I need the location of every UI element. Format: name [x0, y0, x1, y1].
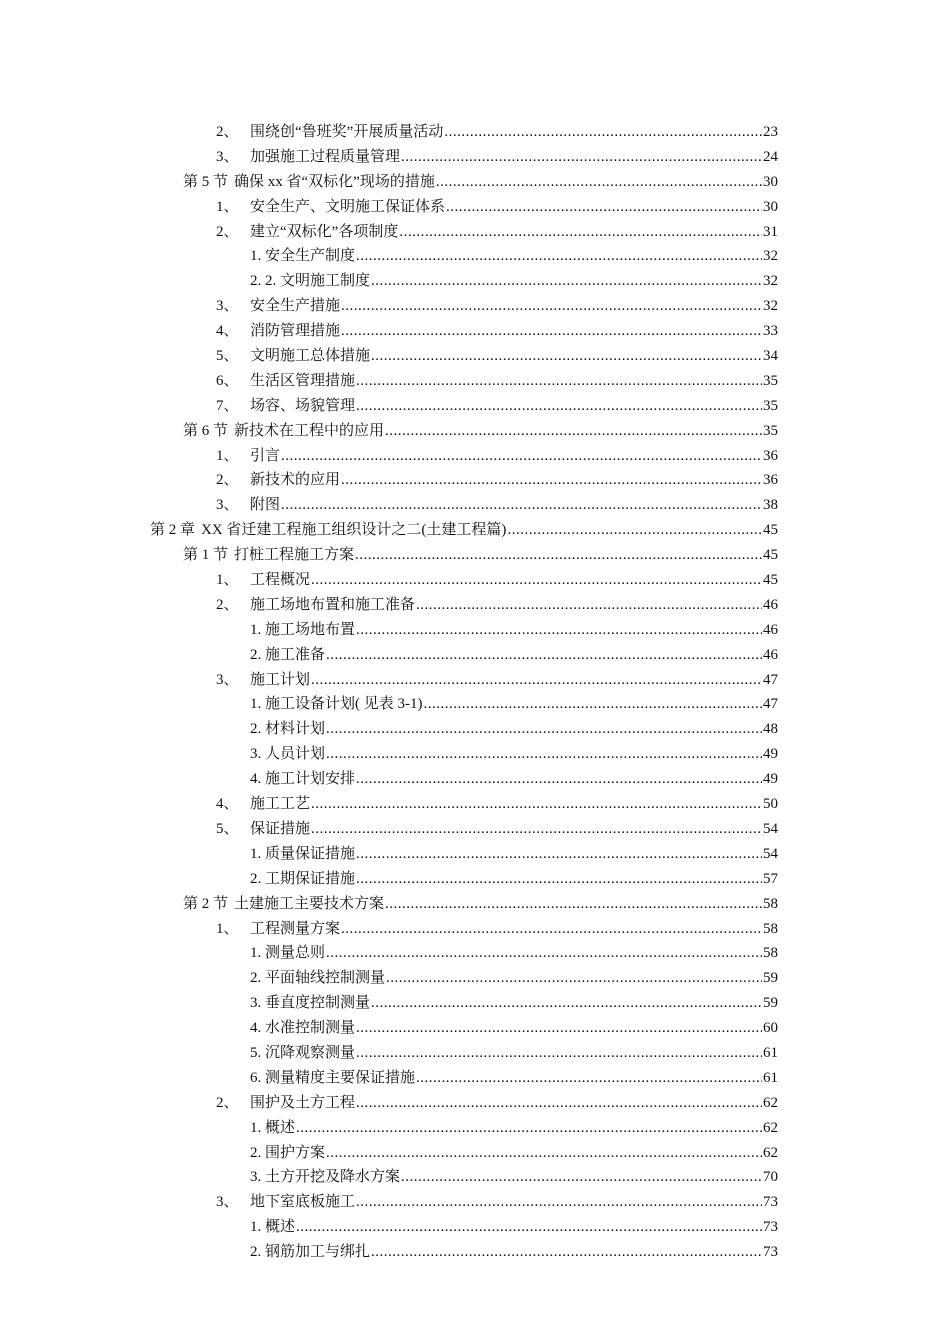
dot-leader [311, 792, 762, 817]
toc-row [0, 991, 950, 1016]
dot-leader [507, 518, 762, 543]
toc-entry-page-number: 24 [763, 148, 778, 165]
toc-row [0, 966, 950, 991]
toc-entry-number: 3、 [216, 1194, 239, 1211]
toc-entry-title: 生活区管理措施 [250, 372, 356, 389]
toc-entry-link[interactable] [250, 1165, 778, 1190]
toc-entry-number: 第 1 节 [183, 547, 229, 564]
toc-entry-page-number: 54 [763, 845, 778, 862]
dot-leader [385, 419, 762, 444]
toc-entry-title: 3. 垂直度控制测量 [250, 995, 371, 1012]
toc-entry-title: 2. 钢筋加工与绑扎 [250, 1244, 371, 1261]
toc-entry-number: 1、 [216, 447, 239, 464]
toc-entry-link[interactable] [216, 493, 778, 518]
toc-entry-number: 2、 [216, 223, 239, 240]
toc-row [0, 220, 950, 245]
toc-row [0, 1016, 950, 1041]
toc-entry-title: 2. 施工准备 [250, 646, 326, 663]
dot-leader [356, 618, 762, 643]
toc-entry-number: 3、 [216, 671, 239, 688]
toc-entry-title: 1. 测量总则 [250, 945, 326, 962]
toc-entry-title: 1. 施工设备计划( 见表 3-1) [250, 696, 423, 713]
toc-entry-link[interactable] [250, 1116, 778, 1141]
toc-entry-link[interactable] [183, 892, 778, 917]
toc-row [0, 941, 950, 966]
toc-entry-title: XX 省迁建工程施工组织设计之二(土建工程篇) [201, 522, 507, 539]
dot-leader [326, 717, 762, 742]
toc-entry-page-number: 31 [763, 223, 778, 240]
toc-entry-number: 3、 [216, 148, 239, 165]
toc-entry-page-number: 47 [763, 671, 778, 688]
dot-leader [356, 1041, 762, 1066]
toc-entry-title: 4. 水准控制测量 [250, 1020, 356, 1037]
toc-entry-link[interactable] [250, 742, 778, 767]
toc-entry-link[interactable] [216, 145, 778, 170]
toc-entry-page-number: 46 [763, 596, 778, 613]
toc-entry-page-number: 30 [763, 198, 778, 215]
toc-row [0, 742, 950, 767]
toc-entry-page-number: 45 [763, 547, 778, 564]
toc-row [0, 692, 950, 717]
toc-entry-title: 新技术在工程中的应用 [234, 422, 385, 439]
toc-entry-link[interactable] [250, 1141, 778, 1166]
toc-entry-page-number: 47 [763, 696, 778, 713]
table-of-contents [0, 120, 950, 1265]
toc-row [0, 1091, 950, 1116]
dot-leader [326, 1141, 762, 1166]
toc-entry-title: 地下室底板施工 [250, 1194, 356, 1211]
dot-leader [401, 145, 762, 170]
toc-entry-page-number: 61 [763, 1044, 778, 1061]
toc-entry-number: 第 6 节 [183, 422, 229, 439]
toc-row [0, 269, 950, 294]
toc-entry-title: 土建施工主要技术方案 [234, 895, 385, 912]
toc-row [0, 518, 950, 543]
toc-entry-page-number: 62 [763, 1144, 778, 1161]
toc-entry-link[interactable] [150, 518, 778, 543]
toc-entry-page-number: 35 [763, 397, 778, 414]
dot-leader [281, 444, 762, 469]
toc-entry-link[interactable] [216, 917, 778, 942]
toc-entry-page-number: 73 [763, 1244, 778, 1261]
toc-entry-title: 附图 [250, 497, 281, 514]
toc-entry-link[interactable] [216, 817, 778, 842]
dot-leader [416, 1066, 762, 1091]
toc-entry-page-number: 35 [763, 372, 778, 389]
toc-entry-page-number: 61 [763, 1069, 778, 1086]
dot-leader [296, 1215, 762, 1240]
dot-leader [341, 468, 762, 493]
toc-entry-page-number: 60 [763, 1020, 778, 1037]
toc-row [0, 244, 950, 269]
toc-entry-link[interactable] [250, 1041, 778, 1066]
toc-row [0, 917, 950, 942]
dot-leader [444, 120, 762, 145]
toc-entry-title: 2. 平面轴线控制测量 [250, 970, 386, 987]
toc-row [0, 394, 950, 419]
toc-entry-number: 3、 [216, 298, 239, 315]
toc-entry-link[interactable] [183, 543, 778, 568]
dot-leader [371, 991, 762, 1016]
toc-entry-title: 4. 施工计划安排 [250, 771, 356, 788]
toc-row [0, 468, 950, 493]
toc-entry-link[interactable] [216, 120, 778, 145]
dot-leader [371, 1240, 762, 1265]
toc-entry-link[interactable] [216, 369, 778, 394]
dot-leader [356, 394, 762, 419]
toc-entry-link[interactable] [216, 294, 778, 319]
dot-leader [356, 1016, 762, 1041]
toc-entry-title: 打桩工程施工方案 [234, 547, 355, 564]
toc-entry-link[interactable] [250, 1016, 778, 1041]
toc-entry-link[interactable] [250, 867, 778, 892]
toc-row [0, 344, 950, 369]
toc-entry-page-number: 46 [763, 621, 778, 638]
dot-leader [311, 668, 762, 693]
dot-leader [356, 767, 762, 792]
toc-entry-title: 工程测量方案 [250, 920, 341, 937]
toc-entry-title: 新技术的应用 [250, 472, 341, 489]
toc-row [0, 792, 950, 817]
toc-entry-title: 文明施工总体措施 [250, 348, 371, 365]
toc-entry-page-number: 36 [763, 447, 778, 464]
dot-leader [399, 220, 762, 245]
toc-entry-number: 7、 [216, 397, 239, 414]
toc-entry-link[interactable] [216, 792, 778, 817]
toc-entry-number: 2、 [216, 472, 239, 489]
toc-entry-page-number: 73 [763, 1219, 778, 1236]
toc-entry-number: 第 2 章 [150, 522, 196, 539]
toc-entry-link[interactable] [216, 1091, 778, 1116]
toc-entry-title: 工程概况 [250, 572, 311, 589]
toc-entry-link[interactable] [216, 344, 778, 369]
toc-entry-link[interactable] [250, 941, 778, 966]
dot-leader [371, 269, 762, 294]
toc-entry-page-number: 62 [763, 1119, 778, 1136]
toc-entry-page-number: 34 [763, 348, 778, 365]
dot-leader [385, 892, 762, 917]
toc-row [0, 543, 950, 568]
dot-leader [311, 568, 762, 593]
toc-entry-page-number: 30 [763, 173, 778, 190]
toc-entry-title: 安全生产、文明施工保证体系 [250, 198, 446, 215]
dot-leader [355, 543, 762, 568]
toc-entry-link[interactable] [250, 1240, 778, 1265]
toc-entry-title: 3. 人员计划 [250, 746, 326, 763]
toc-entry-number: 2、 [216, 1094, 239, 1111]
toc-entry-page-number: 32 [763, 273, 778, 290]
toc-entry-title: 施工计划 [250, 671, 311, 688]
toc-row [0, 892, 950, 917]
dot-leader [356, 842, 762, 867]
toc-entry-number: 1、 [216, 198, 239, 215]
dot-leader [424, 692, 763, 717]
toc-entry-title: 2. 围护方案 [250, 1144, 326, 1161]
toc-row [0, 120, 950, 145]
toc-row [0, 195, 950, 220]
toc-entry-link[interactable] [250, 842, 778, 867]
toc-entry-title: 2. 材料计划 [250, 721, 326, 738]
toc-entry-page-number: 58 [763, 920, 778, 937]
toc-entry-page-number: 35 [763, 422, 778, 439]
toc-entry-number: 5、 [216, 820, 239, 837]
toc-row [0, 319, 950, 344]
dot-leader [356, 1190, 762, 1215]
toc-row [0, 1141, 950, 1166]
toc-entry-title: 建立“双标化”各项制度 [250, 223, 399, 240]
toc-entry-title: 施工工艺 [250, 796, 311, 813]
dot-leader [326, 643, 762, 668]
toc-entry-link[interactable] [250, 244, 778, 269]
toc-entry-link[interactable] [250, 991, 778, 1016]
toc-entry-link[interactable] [216, 1190, 778, 1215]
toc-entry-number: 4、 [216, 796, 239, 813]
toc-entry-link[interactable] [216, 668, 778, 693]
toc-entry-title: 2. 工期保证措施 [250, 870, 356, 887]
toc-entry-page-number: 38 [763, 497, 778, 514]
toc-row [0, 668, 950, 693]
toc-entry-title: 1. 质量保证措施 [250, 845, 356, 862]
dot-leader [326, 742, 762, 767]
toc-row [0, 145, 950, 170]
toc-entry-title: 引言 [250, 447, 281, 464]
toc-row [0, 1165, 950, 1190]
dot-leader [296, 1116, 762, 1141]
toc-entry-page-number: 32 [763, 298, 778, 315]
toc-row [0, 294, 950, 319]
toc-entry-link[interactable] [216, 444, 778, 469]
toc-entry-page-number: 58 [763, 945, 778, 962]
toc-entry-link[interactable] [183, 419, 778, 444]
toc-row [0, 493, 950, 518]
toc-row [0, 369, 950, 394]
toc-row [0, 717, 950, 742]
toc-entry-page-number: 58 [763, 895, 778, 912]
toc-row [0, 1215, 950, 1240]
toc-entry-title: 保证措施 [250, 820, 311, 837]
toc-entry-number: 2、 [216, 596, 239, 613]
toc-entry-title: 6. 测量精度主要保证措施 [250, 1069, 416, 1086]
toc-row [0, 643, 950, 668]
toc-entry-title: 1. 概述 [250, 1119, 296, 1136]
toc-entry-link[interactable] [216, 220, 778, 245]
dot-leader [341, 294, 762, 319]
dot-leader [341, 319, 762, 344]
toc-row [0, 1066, 950, 1091]
toc-row [0, 170, 950, 195]
dot-leader [356, 369, 762, 394]
dot-leader [446, 195, 762, 220]
toc-entry-link[interactable] [250, 643, 778, 668]
toc-entry-title: 3. 土方开挖及降水方案 [250, 1169, 401, 1186]
toc-entry-number: 1、 [216, 920, 239, 937]
dot-leader [356, 1091, 762, 1116]
toc-entry-link[interactable] [250, 1215, 778, 1240]
dot-leader [371, 344, 762, 369]
toc-entry-title: 1. 施工场地布置 [250, 621, 356, 638]
toc-entry-page-number: 32 [763, 248, 778, 265]
toc-entry-link[interactable] [216, 394, 778, 419]
toc-entry-link[interactable] [216, 195, 778, 220]
toc-entry-number: 6、 [216, 372, 239, 389]
dot-leader [401, 1165, 762, 1190]
dot-leader [281, 493, 762, 518]
toc-row [0, 444, 950, 469]
toc-entry-page-number: 54 [763, 820, 778, 837]
toc-row [0, 1240, 950, 1265]
toc-entry-page-number: 33 [763, 323, 778, 340]
toc-entry-link[interactable] [250, 966, 778, 991]
toc-entry-title: 1. 概述 [250, 1219, 296, 1236]
toc-entry-link[interactable] [183, 170, 778, 195]
toc-entry-page-number: 45 [763, 522, 778, 539]
toc-entry-page-number: 49 [763, 746, 778, 763]
toc-row [0, 593, 950, 618]
toc-row [0, 618, 950, 643]
toc-entry-link[interactable] [250, 717, 778, 742]
toc-entry-title: 5. 沉降观察测量 [250, 1044, 356, 1061]
toc-row [0, 842, 950, 867]
toc-entry-link[interactable] [250, 767, 778, 792]
toc-entry-title: 场容、场貌管理 [250, 397, 356, 414]
toc-entry-title: 安全生产措施 [250, 298, 341, 315]
toc-entry-page-number: 49 [763, 771, 778, 788]
dot-leader [356, 244, 762, 269]
toc-entry-number: 3、 [216, 497, 239, 514]
toc-entry-page-number: 46 [763, 646, 778, 663]
dot-leader [311, 817, 762, 842]
toc-row [0, 767, 950, 792]
toc-entry-number: 第 5 节 [183, 173, 229, 190]
dot-leader [356, 867, 762, 892]
toc-entry-title: 1. 安全生产制度 [250, 248, 356, 265]
toc-row [0, 867, 950, 892]
toc-entry-link[interactable] [216, 568, 778, 593]
toc-entry-title: 加强施工过程质量管理 [250, 148, 401, 165]
toc-entry-title: 施工场地布置和施工准备 [250, 596, 416, 613]
toc-row [0, 1041, 950, 1066]
toc-row [0, 568, 950, 593]
toc-row [0, 817, 950, 842]
toc-entry-title: 消防管理措施 [250, 323, 341, 340]
toc-entry-link[interactable] [216, 468, 778, 493]
toc-row [0, 1190, 950, 1215]
toc-entry-number: 2、 [216, 124, 239, 140]
toc-row [0, 1116, 950, 1141]
toc-entry-page-number: 48 [763, 721, 778, 738]
toc-entry-link[interactable] [216, 593, 778, 618]
toc-entry-title: 2. 2. 文明施工制度 [250, 273, 371, 290]
toc-entry-number: 1、 [216, 572, 239, 589]
toc-entry-link[interactable] [216, 319, 778, 344]
toc-entry-link[interactable] [250, 1066, 778, 1091]
toc-entry-page-number: 57 [763, 870, 778, 887]
toc-entry-page-number: 70 [763, 1169, 778, 1186]
dot-leader [386, 966, 762, 991]
toc-entry-page-number: 62 [763, 1094, 778, 1111]
toc-entry-link[interactable] [250, 618, 778, 643]
toc-entry-page-number: 59 [763, 970, 778, 987]
toc-entry-page-number: 36 [763, 472, 778, 489]
toc-entry-page-number: 23 [763, 124, 778, 140]
toc-row [0, 419, 950, 444]
toc-entry-number: 4、 [216, 323, 239, 340]
toc-entry-title: 围护及土方工程 [250, 1094, 356, 1111]
dot-leader [341, 917, 762, 942]
dot-leader [416, 593, 762, 618]
toc-entry-page-number: 45 [763, 572, 778, 589]
toc-entry-link[interactable] [250, 692, 778, 717]
toc-entry-link[interactable] [250, 269, 778, 294]
toc-entry-title: 围绕创“鲁班奖”开展质量活动 [250, 124, 444, 140]
toc-entry-number: 第 2 节 [183, 895, 229, 912]
dot-leader [326, 941, 762, 966]
toc-entry-page-number: 59 [763, 995, 778, 1012]
toc-entry-number: 5、 [216, 348, 239, 365]
toc-entry-page-number: 50 [763, 796, 778, 813]
toc-entry-title: 确保 xx 省“双标化”现场的措施 [234, 173, 435, 190]
dot-leader [436, 170, 762, 195]
toc-entry-page-number: 73 [763, 1194, 778, 1211]
